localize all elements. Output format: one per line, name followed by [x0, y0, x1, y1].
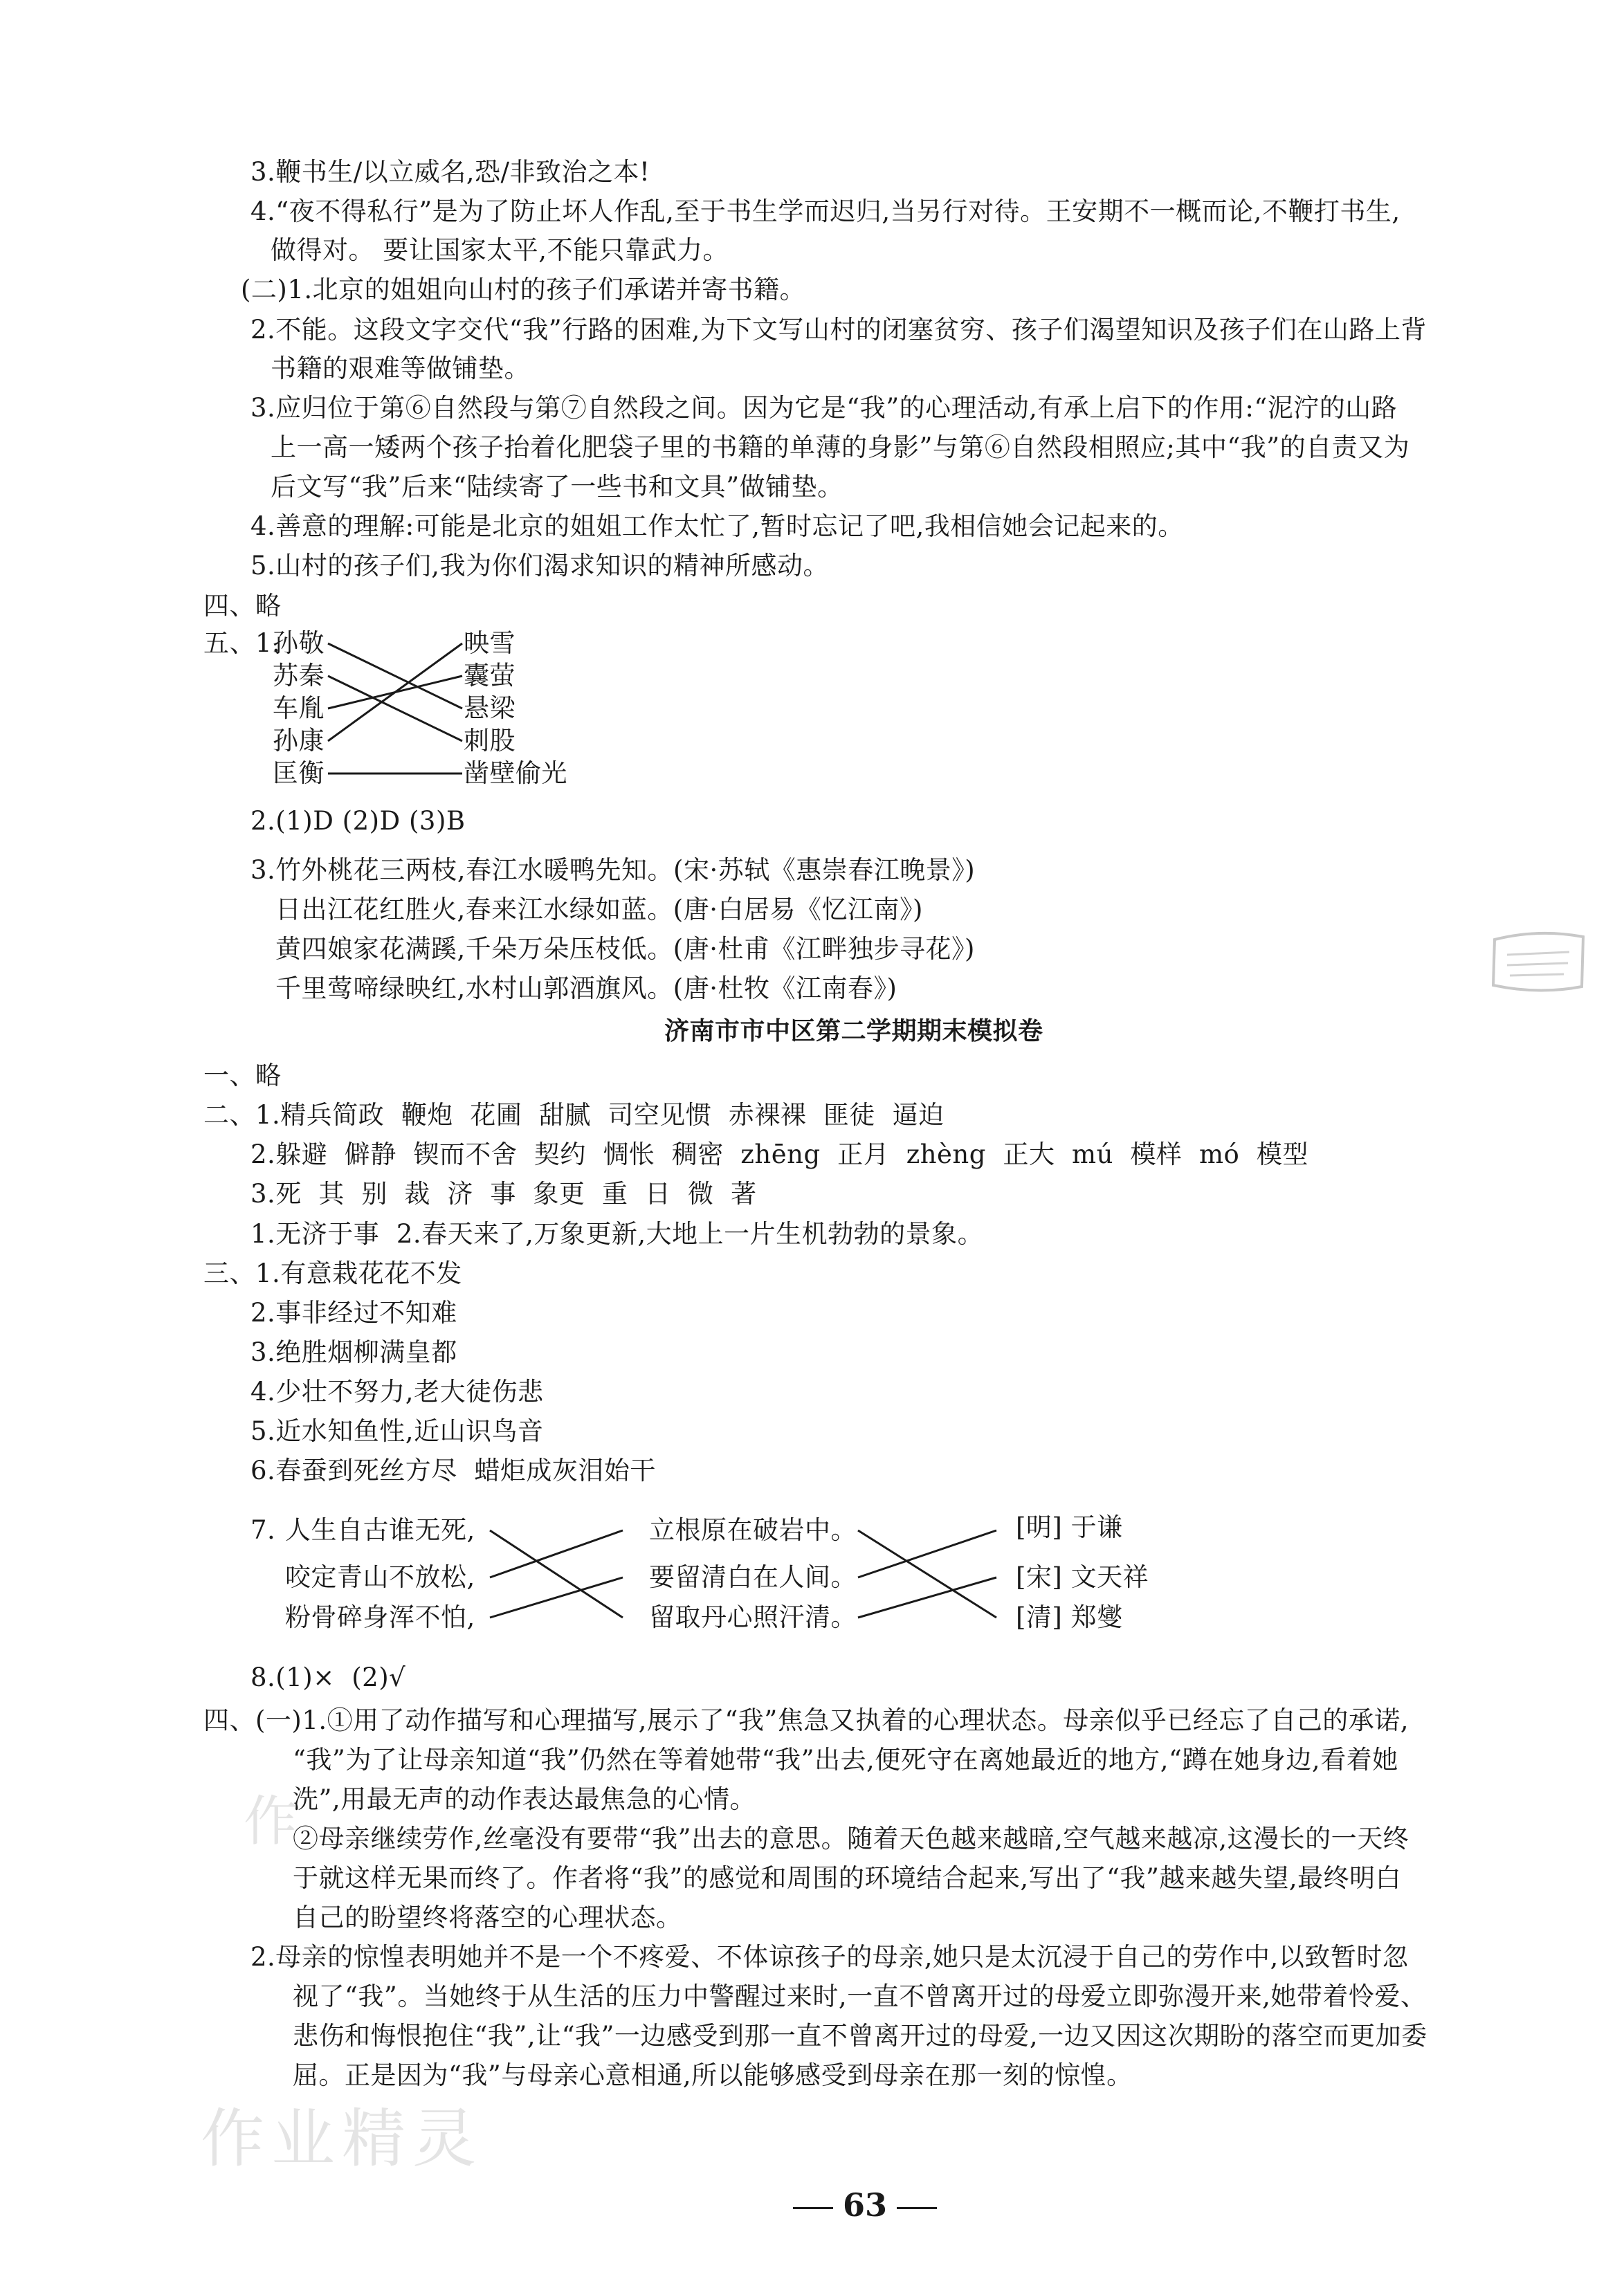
answer-line: 5.山村的孩子们,我为你们渴求知识的精神所感动。 — [250, 551, 830, 580]
watermark-small: 作 — [244, 1791, 305, 1853]
poem-line — [490, 1530, 623, 1577]
answer-line: 2.躲避 僻静 锲而不舍 契约 惆怅 稠密 zhēng 正月 zhèng 正大 mú 模样 mó 模型 — [250, 1140, 1308, 1169]
poem-author: [明] 于谦 — [1016, 1512, 1123, 1542]
answer-line: 上一高一矮两个孩子抬着化肥袋子里的书籍的单薄的身影”与第⑥自然段相照应;其中“我”的自责又为 — [271, 432, 1410, 462]
answer-line: 3.应归位于第⑥自然段与第⑦自然段之间。因为它是“我”的心理活动,有承上启下的作用:“泥泞的山路 — [250, 393, 1398, 423]
answer-line: 三、1.有意栽花花不发 — [203, 1259, 462, 1288]
answer-line: 3.鞭书生/以立威名,恐/非致治之本! — [250, 157, 650, 187]
poem-line — [490, 1530, 623, 1618]
poem-second-half: 要留清白在人间。 — [649, 1562, 857, 1592]
match-label: 五、1. — [203, 628, 281, 658]
answer-line: 屈。正是因为“我”与母亲心意相通,所以能够感受到母亲在那一刻的惊惶。 — [293, 2060, 1133, 2090]
poem-second-half: 立根原在破岩中。 — [649, 1515, 857, 1545]
answer-line: 4.“夜不得私行”是为了防止坏人作乱,至于书生学而迟归,当另行对待。王安期不一概而论,不鞭打书生, — [250, 196, 1401, 226]
poem-first-half: 咬定青山不放松, — [285, 1562, 475, 1592]
answer-line: 4.善意的理解:可能是北京的姐姐工作太忙了,暂时忘记了吧,我相信她会记起来的。 — [250, 511, 1184, 541]
poem-first-half: 人生自古谁无死, — [285, 1515, 475, 1545]
answer-line: 5.近水知鱼性,近山识鸟音 — [250, 1416, 544, 1446]
poem-line — [858, 1577, 996, 1618]
answer-line: 3.死 其 别 裁 济 事 象更 重 日 微 著 — [250, 1179, 757, 1209]
page-number: 63 — [761, 2186, 969, 2224]
match-right-item: 囊萤 — [464, 661, 516, 690]
answer-line: 2.不能。这段文字交代“我”行路的困难,为下文写山村的闭塞贫穷、孩子们渴望知识及孩子们在山路上背 — [250, 315, 1427, 345]
answer-line: ②母亲继续劳作,丝毫没有要带“我”出去的意思。随着天色越来越暗,空气越来越凉,这漫长的一天终 — [293, 1824, 1409, 1854]
answer-line: 3.竹外桃花三两枝,春江水暖鸭先知。(宋·苏轼《惠崇春江晚景》) — [250, 855, 976, 885]
answer-line: 悲伤和悔恨抱住“我”,让“我”一边感受到那一直不曾离开过的母爱,一边又因这次期盼的落空而更加委 — [293, 2021, 1427, 2051]
answer-line: 日出江花红胜火,春来江水绿如蓝。(唐·白居易《忆江南》) — [275, 895, 923, 924]
answer-line: “我”为了让母亲知道“我”仍然在等着她带“我”出去,便死守在离她最近的地方,“蹲在她身边,看着她 — [293, 1745, 1398, 1775]
answer-line: 自己的盼望终将落空的心理状态。 — [293, 1903, 682, 1932]
stamp-icon — [1486, 927, 1590, 996]
answer-line: 1.无济于事 2.春天来了,万象更新,大地上一片生机勃勃的景象。 — [250, 1219, 984, 1249]
match-right-item: 悬梁 — [464, 693, 516, 723]
match-right-item: 刺股 — [464, 726, 516, 756]
poem-line — [490, 1577, 623, 1618]
answer-line: 2.事非经过不知难 — [250, 1298, 457, 1328]
answer-line: (二)1.北京的姐姐向山村的孩子们承诺并寄书籍。 — [241, 275, 806, 304]
match-line — [328, 676, 462, 708]
answer-line: 四、(一)1.①用了动作描写和心理描写,展示了“我”焦急又执着的心理状态。母亲似乎已经忘了自己的承诺, — [203, 1705, 1409, 1735]
answer-line: 2.母亲的惊惶表明她并不是一个不疼爱、不体谅孩子的母亲,她只是太沉浸于自己的劳作中,以致暂时忽 — [250, 1942, 1409, 1972]
answer-line: 2.(1)D (2)D (3)B — [250, 806, 466, 836]
match-line — [328, 643, 462, 708]
match-line — [328, 676, 462, 741]
poem-author: [宋] 文天祥 — [1016, 1562, 1149, 1592]
watermark-large: 作业精灵 — [201, 2102, 484, 2176]
answer-line: 6.春蚕到死丝方尽 蜡炬成灰泪始干 — [250, 1456, 656, 1485]
poem-label: 7. — [250, 1515, 276, 1545]
match-left-item: 孙敬 — [273, 628, 325, 658]
answer-line: 千里莺啼绿映红,水村山郭酒旗风。(唐·杜牧《江南春》) — [275, 973, 897, 1003]
answer-line: 四、略 — [203, 591, 282, 621]
section-title: 济南市市中区第二学期期末模拟卷 — [664, 1016, 1043, 1045]
answer-line: 后文写“我”后来“陆续寄了一些书和文具”做铺垫。 — [271, 472, 843, 502]
answer-line: 3.绝胜烟柳满皇都 — [250, 1337, 457, 1367]
answer-line: 4.少壮不努力,老大徒伤悲 — [250, 1377, 544, 1407]
answer-line: 做得对。 要让国家太平,不能只靠武力。 — [271, 235, 729, 265]
poem-line — [858, 1530, 996, 1618]
match-left-item: 苏秦 — [273, 661, 325, 690]
answer-line: 黄四娘家花满蹊,千朵万朵压枝低。(唐·杜甫《江畔独步寻花》) — [275, 934, 975, 964]
match-right-item: 映雪 — [464, 628, 516, 658]
match-right-item: 凿壁偷光 — [464, 758, 567, 788]
match-left-item: 匡衡 — [273, 758, 325, 788]
answer-line: 一、略 — [203, 1061, 282, 1090]
match-line — [328, 643, 462, 741]
answer-line: 8.(1)× (2)√ — [250, 1663, 406, 1692]
poem-second-half: 留取丹心照汗清。 — [649, 1602, 857, 1632]
poem-author: [清] 郑燮 — [1016, 1602, 1123, 1632]
answer-line: 视了“我”。当她终于从生活的压力中警醒过来时,一直不曾离开过的母爱立即弥漫开来,她带着怜爱、 — [293, 1982, 1427, 2011]
answer-line: 于就这样无果而终了。作者将“我”的感觉和周围的环境结合起来,写出了“我”越来越失望,最终明白 — [293, 1863, 1402, 1893]
answer-line: 二、1.精兵简政 鞭炮 花圃 甜腻 司空见惯 赤裸裸 匪徒 逼迫 — [203, 1100, 945, 1130]
match-left-item: 孙康 — [273, 726, 325, 756]
match-left-item: 车胤 — [273, 693, 325, 723]
answer-line: 洗”,用最无声的动作表达最焦急的心情。 — [293, 1784, 756, 1814]
answer-line: 书籍的艰难等做铺垫。 — [271, 354, 530, 383]
poem-first-half: 粉骨碎身浑不怕, — [285, 1602, 475, 1632]
poem-line — [858, 1530, 996, 1577]
